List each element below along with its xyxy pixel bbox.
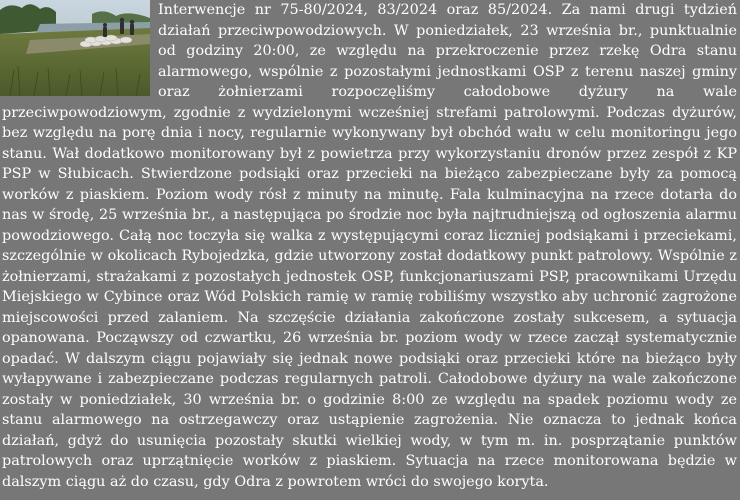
photo-drawing (0, 0, 150, 96)
article-text: Interwencje nr 75-80/2024, 83/2024 oraz 85/2024. Za nami drugi tydzień działań przeciwpowodziowych. W poniedziałek, 23 września br., punktualnie od godziny 20:00, ze względu na przekroczenie przez rzekę Odra stanu alarmowego, wspólnie z pozostałymi jednostkami OSP z terenu naszej gminy oraz żołnierzami rozpoczęliśmy całodobowe dyżury na wale przeciwpowodziowym, zgodnie z wydzielonymi wcześniej strefami patrolowymi. Podczas dyżurów, bez względu na porę dnia i nocy, regularnie wykonywany był obchód wału w celu monitoringu jego stanu. Wał dodatkowo monitorowany był z powietrza przy wykorzystaniu dronów przez zespół z KP PSP w Słubicach. Stwierdzone podsiąki oraz przecieki na bieżąco zabezpieczane były za pomocą worków z piaskiem. Poziom wody rósł z minuty na minutę. Fala kulminacyjna na rzece dotarła do nas w środę, 25 września br., a następująca po środzie noc była najtrudniejszą od ogłoszenia alarmu powodziowego. Całą noc toczyła się walka z występującymi coraz liczniej podsiąkami i przeciekami, szczególnie w okolicach Rybojedzka, gdzie utworzony został dodatkowy punkt patrolowy. Wspólnie z żołnierzami, strażakami z pozostałych jednostek OSP, funkcjonariuszami PSP, pracownikami Urzędu Miejskiego w Cybince oraz Wód Polskich ramię w ramię robiliśmy wszystko aby uchronić zagrożone miejscowości przed zalaniem. Na szczęście działania zakończone zostały sukcesem, a sytuacja opanowana. Począwszy od czwartku, 26 września br. poziom wody w rzece zaczął systematycznie opadać. W dalszym ciągu pojawiały się jednak nowe podsiąki oraz przecieki które na bieżąco były wyłapywane i zabezpieczane podczas regularnych patroli. Całodobowe dyżury na wale zakończone zostały w poniedziałek, 30 września br. o godzinie 8:00 ze względu na spadek poziomu wody ze stanu alarmowego na ostrzegawczy oraz ustąpienie zagrożenia. Nie oznacza to jednak końca działań, gdyż do usunięcia pozostały skutki wielkiej wody, w tym m. in. posprzątanie punktów patrolowych oraz uprzątnięcie worków z piaskiem. Sytuacja na rzece monitorowana będzie w dalszym ciągu aż do czasu, gdy Odra z powrotem wróci do swojego koryta. (2, 2, 737, 490)
flood-embankment-photo-icon (0, 0, 150, 96)
